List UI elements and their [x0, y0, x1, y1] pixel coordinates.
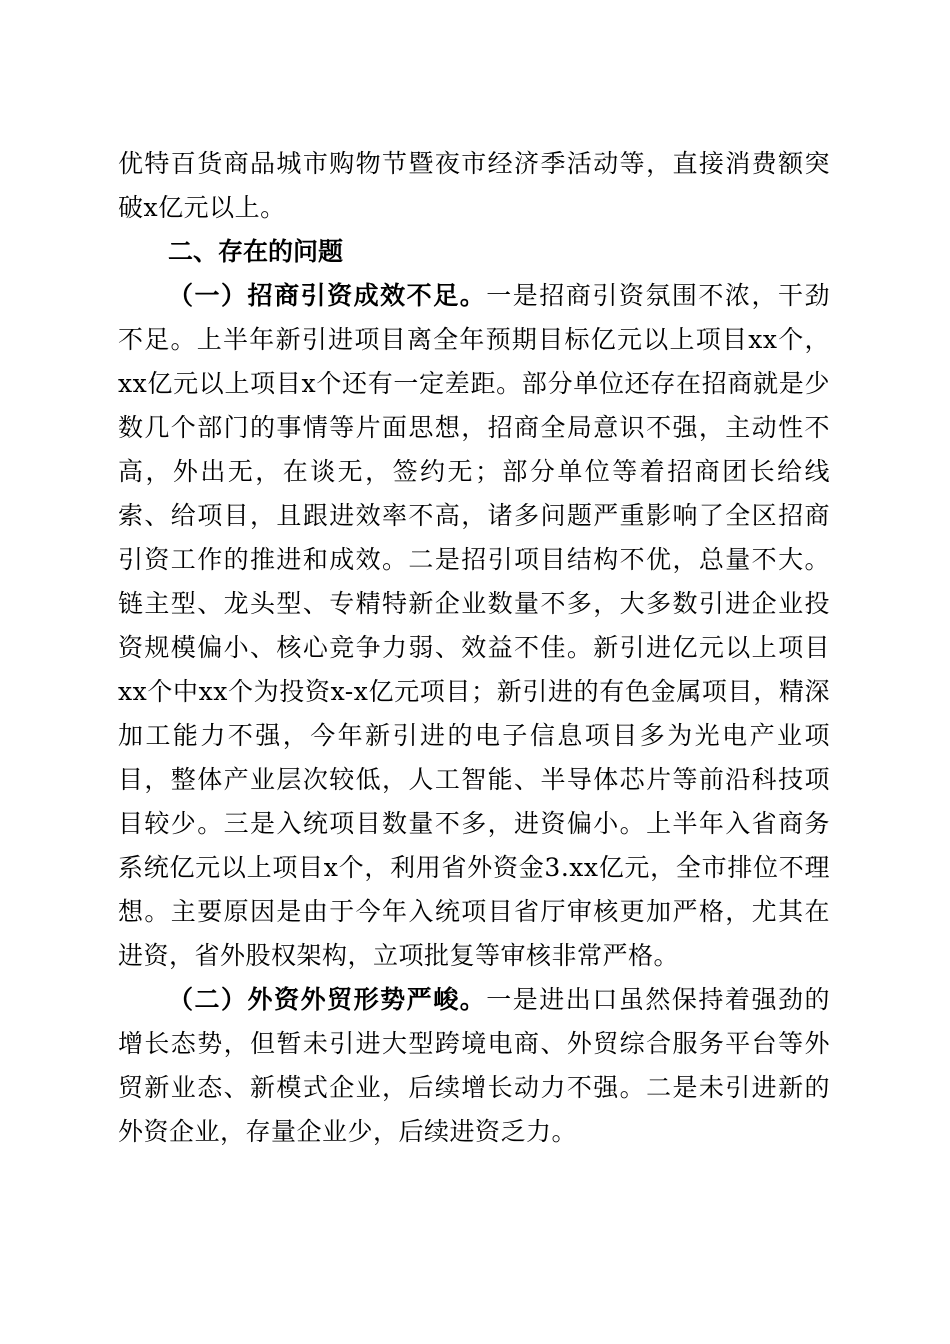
item-2-body: 一是进出口虽然保持着强劲的增长态势，但暂未引进大型跨境电商、外贸综合服务平台等外贸新业态、新模式企业，后续增长动力不强。二是未引进新的外资企业，存量企业少，后续进资乏力。: [118, 985, 830, 1146]
paragraph-item-2: [118, 978, 830, 1154]
item-1-body: 一是招商引资氛围不浓，干劲不足。上半年新引进项目离全年预期目标亿元以上项目xx个，xx亿元以上项目x个还有一定差距。部分单位还存在招商就是少数几个部门的事情等片面思想，招商全局意识不强，主动性不高，外出无，在谈无，签约无；部分单位等着招商团长给线索、给项目，且跟进效率不高，诸多问题严重影响了全区招商引资工作的推进和成效。二是招引项目结构不优，总量不大。链主型、龙头型、专精特新企业数量不多，大多数引进企业投资规模偏小、核心竞争力弱、效益不佳。新引进亿元以上项目xx个中xx个为投资x-x亿元项目；新引进的有色金属项目，精深加工能力不强，今年新引进的电子信息项目多为光电产业项目，整体产业层次较低，人工智能、半导体芯片等前沿科技项目较少。三是入统项目数量不多，进资偏小。上半年入省商务系统亿元以上项目x个，利用省外资金3.xx亿元，全市排位不理想。主要原因是由于今年入统项目省厅审核更加严格，尤其在进资，省外股权架构，立项批复等审核非常严格。: [118, 281, 830, 970]
item-2-lead: （二）外资外贸形势严峻。: [168, 985, 487, 1014]
paragraph-continued: 优特百货商品城市购物节暨夜市经济季活动等，直接消费额突破x亿元以上。: [118, 149, 830, 222]
item-1-lead: （一）招商引资成效不足。: [168, 281, 487, 310]
section-heading: 二、存在的问题: [168, 237, 344, 266]
paragraph-item-1: [118, 274, 830, 978]
document-page: [118, 142, 830, 1154]
